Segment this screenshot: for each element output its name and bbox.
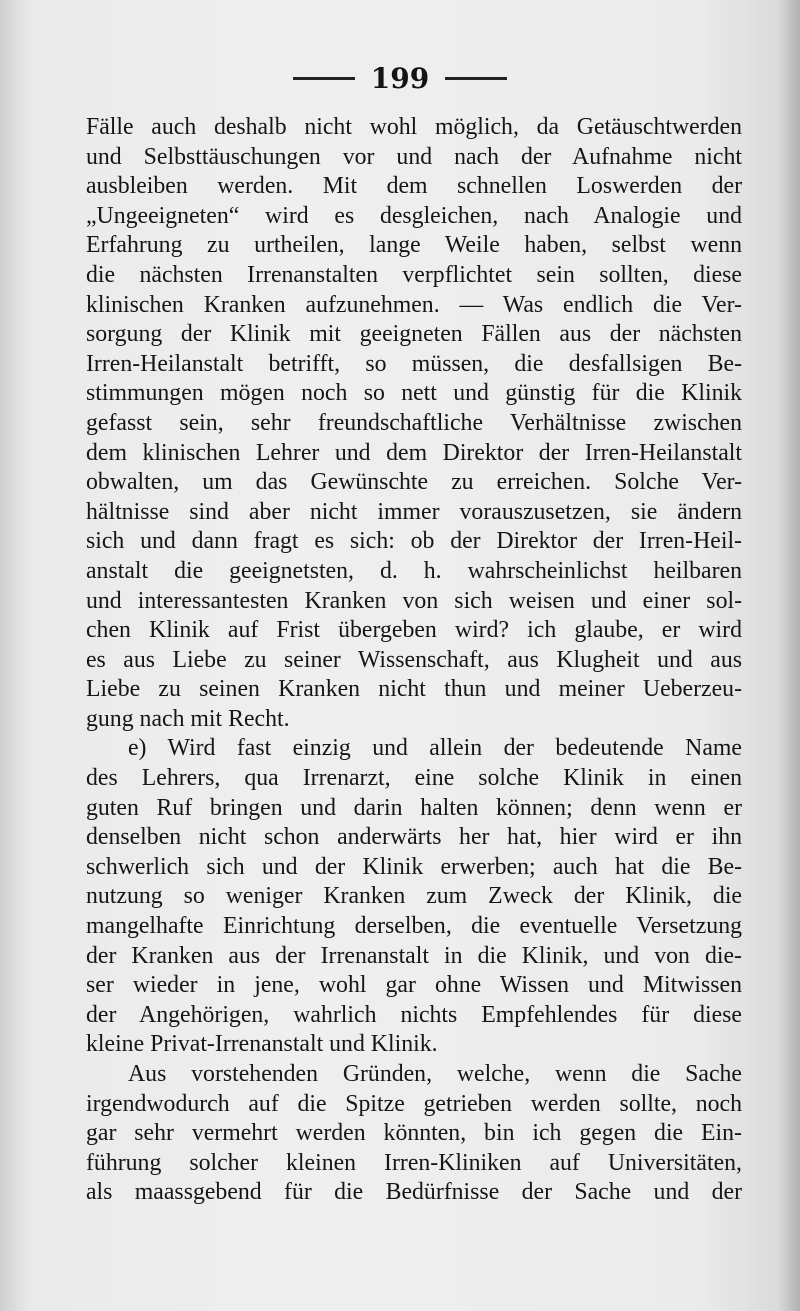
- text-line: schwerlich sich und der Klinik erwerben; auch hat die Be-: [86, 853, 742, 880]
- text-line: Fälle auch deshalb nicht wohl möglich, da Getäuschtwerden: [86, 114, 742, 140]
- text-line: und interessantesten Kranken von sich weisen und einer sol-: [86, 587, 742, 614]
- text-line: hältnisse sind aber nicht immer vorauszusetzen, sie ändern: [86, 498, 742, 525]
- text-line: ser wieder in jene, wohl gar ohne Wissen und Mitwissen: [86, 972, 742, 999]
- body-text: [86, 113, 742, 1208]
- text-line: „Ungeeigneten“ wird es desgleichen, nach Analogie und: [86, 202, 742, 229]
- text-line: des Lehrers, qua Irrenarzt, eine solche Klinik in einen: [86, 765, 742, 792]
- text-line: Liebe zu seinen Kranken nicht thun und meiner Ueberzeu-: [86, 676, 742, 703]
- text-line: es aus Liebe zu seiner Wissenschaft, aus Klugheit und aus: [86, 646, 742, 673]
- page-edge-shadow: [778, 0, 800, 1311]
- text-line: der Angehörigen, wahrlich nichts Empfehlendes für diese: [86, 1001, 742, 1028]
- text-line: klinischen Kranken aufzunehmen. — Was endlich die Ver-: [86, 291, 742, 318]
- page-header: [0, 62, 800, 95]
- text-line: als maassgebend für die Bedürfnisse der Sache und der: [86, 1179, 742, 1206]
- text-line: gung nach mit Recht.: [86, 705, 290, 732]
- text-line: Irren-Heilanstalt betrifft, so müssen, die desfallsigen Be-: [86, 350, 742, 377]
- text-line: dem klinischen Lehrer und dem Direktor der Irren-Heilanstalt: [86, 439, 742, 466]
- text-line: gefasst sein, sehr freundschaftliche Verhältnisse zwischen: [86, 409, 742, 436]
- text-line: denselben nicht schon anderwärts her hat, hier wird er ihn: [86, 824, 742, 851]
- text-line: chen Klinik auf Frist übergeben wird? ich glaube, er wird: [86, 617, 742, 644]
- text-line: kleine Privat-Irrenanstalt und Klinik.: [86, 1031, 438, 1058]
- text-line: Aus vorstehenden Gründen, welche, wenn die Sache: [128, 1061, 742, 1087]
- text-line: die nächsten Irrenanstalten verpflichtet sein sollten, diese: [86, 261, 742, 288]
- text-line: e) Wird fast einzig und allein der bedeutende Name: [128, 735, 742, 762]
- text-line: obwalten, um das Gewünschte zu erreichen. Solche Ver-: [86, 469, 742, 496]
- text-line: irgendwodurch auf die Spitze getrieben werden sollte, noch: [86, 1090, 742, 1117]
- text-line: sorgung der Klinik mit geeigneten Fällen aus der nächsten: [86, 321, 742, 348]
- text-line: stimmungen mögen noch so nett und günstig für die Klinik: [86, 380, 742, 407]
- header-rule-right: [445, 77, 507, 80]
- text-line: anstalt die geeignetsten, d. h. wahrscheinlichst heilbaren: [86, 557, 742, 584]
- text-line: Erfahrung zu urtheilen, lange Weile haben, selbst wenn: [86, 232, 742, 259]
- text-line: sich und dann fragt es sich: ob der Direktor der Irren-Heil-: [86, 528, 742, 555]
- header-rule-left: [293, 77, 355, 80]
- text-line: ausbleiben werden. Mit dem schnellen Loswerden der: [86, 173, 742, 200]
- page-number: 199: [370, 62, 430, 95]
- text-line: guten Ruf bringen und darin halten können; denn wenn er: [86, 794, 742, 821]
- text-line: mangelhafte Einrichtung derselben, die eventuelle Versetzung: [86, 913, 742, 940]
- text-line: der Kranken aus der Irrenanstalt in die Klinik, und von die-: [86, 942, 742, 969]
- text-line: gar sehr vermehrt werden könnten, bin ich gegen die Ein-: [86, 1120, 742, 1147]
- text-line: nutzung so weniger Kranken zum Zweck der Klinik, die: [86, 883, 742, 910]
- text-line: führung solcher kleinen Irren-Kliniken auf Universitäten,: [86, 1149, 742, 1176]
- text-line: und Selbsttäuschungen vor und nach der Aufnahme nicht: [86, 143, 742, 170]
